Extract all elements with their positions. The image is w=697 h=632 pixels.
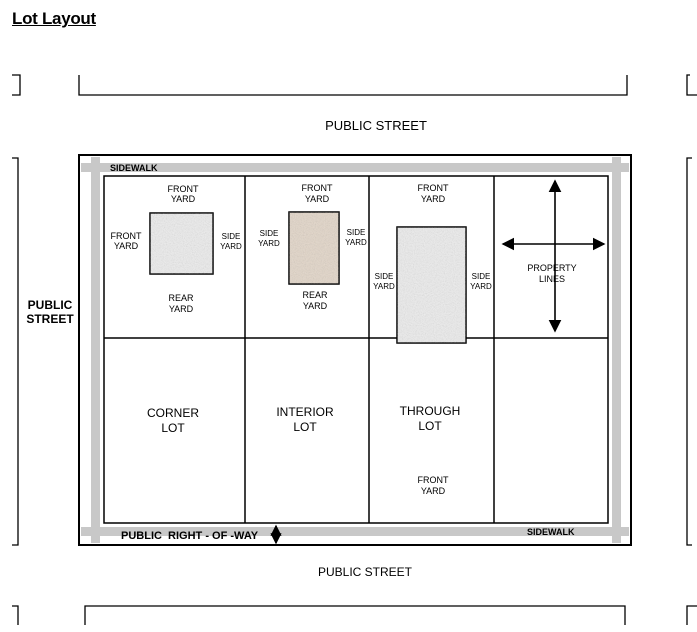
lot-label-through: THROUGH [399,404,461,418]
sidewalk-label-top: SIDEWALK [110,163,158,173]
bottom-street-label: PUBLIC STREET [317,565,413,579]
yard-label: YARD [220,242,242,251]
property-lines-label: LINES [538,274,566,284]
yard-label: REAR [302,290,328,300]
yard-label: YARD [170,194,196,204]
yard-label: YARD [113,241,139,251]
yard-label: REAR [168,293,194,303]
yard-label: YARD [258,239,280,248]
yard-label: SIDE [221,232,241,241]
yard-label: YARD [345,238,367,247]
yard-label: YARD [373,282,395,291]
page-title: Lot Layout [12,9,96,28]
building-corner-lot [150,213,213,274]
yard-label: YARD [470,282,492,291]
yard-label: SIDE [374,272,394,281]
yard-label: FRONT [417,475,449,485]
yard-label: YARD [420,194,446,204]
top-street-label: PUBLIC STREET [325,118,427,133]
yard-label: YARD [304,194,330,204]
lot-label-corner: CORNER [146,406,200,420]
yard-label: YARD [168,304,194,314]
yard-label: YARD [302,301,328,311]
building-interior-lot [289,212,339,284]
left-street-label-line1: PUBLIC [27,298,73,312]
building-through-lot [397,227,466,343]
lot-label-interior: INTERIOR [276,405,334,419]
yard-label: FRONT [417,183,449,193]
lot-label-interior: LOT [293,420,317,434]
left-street-label-line2: STREET [26,312,74,326]
yard-label: FRONT [110,231,142,241]
yard-label: SIDE [346,228,366,237]
yard-label: FRONT [167,184,199,194]
property-lines-label: PROPERTY [527,263,577,273]
lot-label-corner: LOT [161,421,185,435]
right-of-way-label: PUBLIC RIGHT - OF -WAY [121,530,259,542]
sidewalk-label-bottom: SIDEWALK [527,527,575,537]
yard-label: YARD [420,486,446,496]
yard-label: FRONT [301,183,333,193]
yard-label: SIDE [471,272,491,281]
lot-label-through: LOT [418,419,442,433]
yard-label: SIDE [259,229,279,238]
